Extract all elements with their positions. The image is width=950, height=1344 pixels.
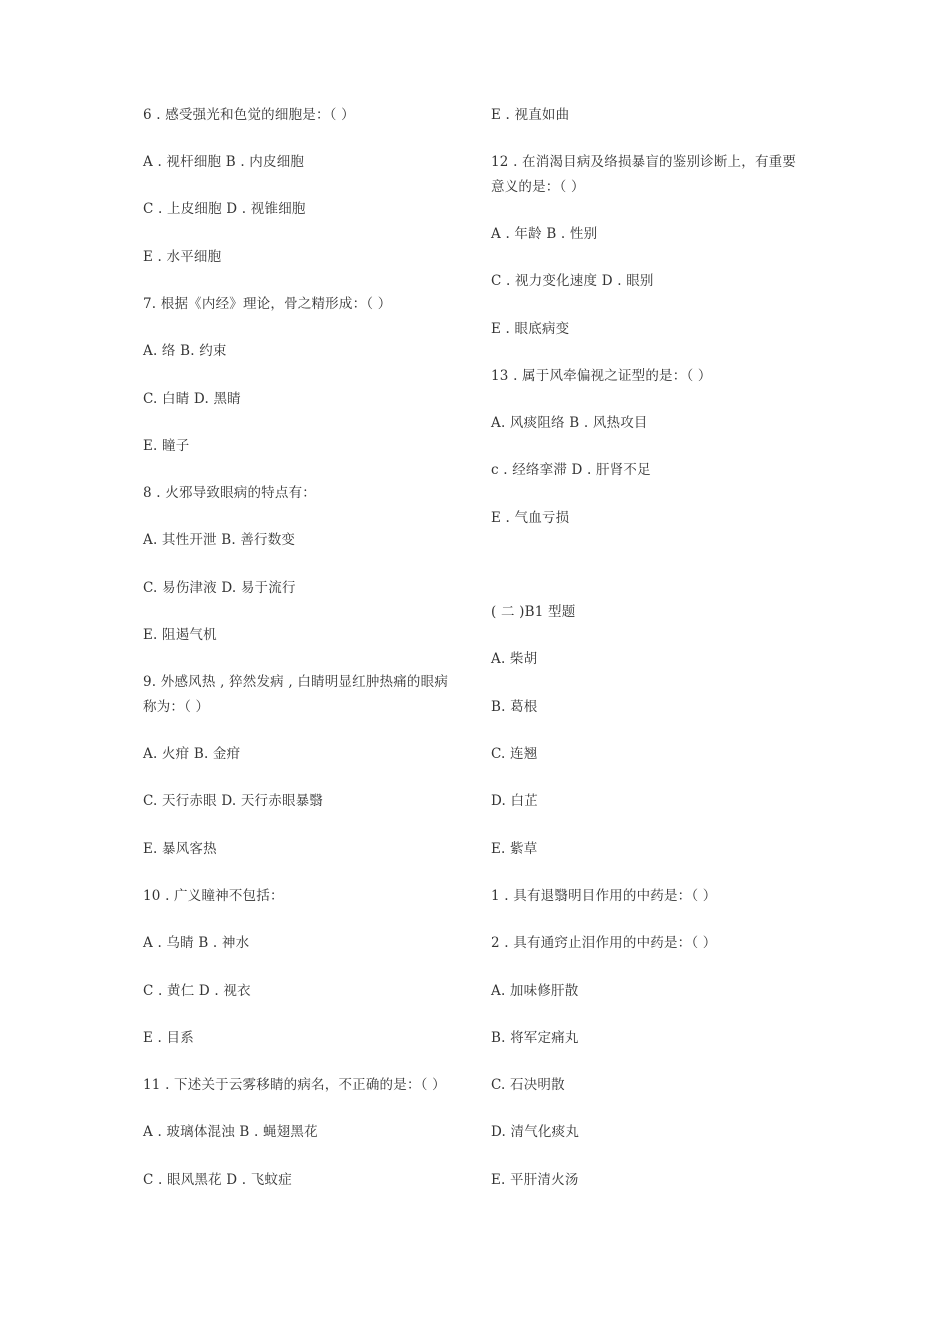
b1-set2-option-d: D. 清气化痰丸 bbox=[491, 1124, 580, 1140]
q10-option-e: E . 目系 bbox=[143, 1030, 194, 1046]
q7-options-cd: C. 白睛 D. 黑睛 bbox=[143, 391, 241, 407]
q10-options-ab: A . 乌睛 B . 神水 bbox=[143, 935, 250, 951]
q11-option-e: E . 视直如曲 bbox=[491, 107, 570, 123]
q13-options-ab: A. 风痰阻络 B . 风热攻目 bbox=[491, 415, 648, 431]
q8-options-ab: A. 其性开泄 B. 善行数变 bbox=[143, 532, 296, 548]
question-11: 11 . 下述关于云雾移睛的病名，不正确的是：（ ） bbox=[143, 1077, 446, 1093]
q7-option-e: E. 瞳子 bbox=[143, 438, 190, 454]
q12-options-ab: A . 年龄 B . 性别 bbox=[491, 226, 598, 242]
question-13: 13 . 属于风牵偏视之证型的是：（ ） bbox=[491, 368, 712, 384]
q12-options-cd: C . 视力变化速度 D . 眼别 bbox=[491, 273, 654, 289]
q7-options-ab: A. 络 B. 约束 bbox=[143, 343, 227, 359]
question-6: 6 . 感受强光和色觉的细胞是：（ ） bbox=[143, 107, 355, 123]
q6-options-ab: A . 视杆细胞 B . 内皮细胞 bbox=[143, 154, 305, 170]
section-heading-b1: ( 二 )B1 型题 bbox=[491, 604, 576, 620]
b1-question-2: 2 . 具有通窍止泪作用的中药是：（ ） bbox=[491, 935, 717, 951]
q8-option-e: E. 阻遏气机 bbox=[143, 627, 217, 643]
b1-option-c: C. 连翘 bbox=[491, 746, 538, 762]
b1-set2-option-e: E. 平肝清火汤 bbox=[491, 1172, 579, 1188]
b1-set2-option-a: A. 加味修肝散 bbox=[491, 983, 579, 999]
q10-options-cd: C . 黄仁 D . 视衣 bbox=[143, 983, 251, 999]
b1-option-a: A. 柴胡 bbox=[491, 651, 538, 667]
q6-options-cd: C . 上皮细胞 D . 视锥细胞 bbox=[143, 201, 306, 217]
q9-options-ab: A. 火疳 B. 金疳 bbox=[143, 746, 241, 762]
q6-option-e: E . 水平细胞 bbox=[143, 249, 222, 265]
q9-option-e: E. 暴风客热 bbox=[143, 841, 217, 857]
b1-option-e: E. 紫草 bbox=[491, 841, 538, 857]
right-column bbox=[491, 0, 811, 1344]
question-12: 12 . 在消渴目病及络损暴盲的鉴别诊断上，有重要意义的是：（ ） bbox=[491, 154, 797, 195]
question-7: 7. 根据《内经》理论，骨之精形成：（ ） bbox=[143, 296, 392, 312]
left-column bbox=[143, 0, 523, 1344]
b1-option-b: B. 葛根 bbox=[491, 699, 538, 715]
b1-question-1: 1 . 具有退翳明目作用的中药是：（ ） bbox=[491, 888, 717, 904]
q13-options-cd: c . 经络挛滞 D . 肝肾不足 bbox=[491, 462, 651, 478]
q8-options-cd: C. 易伤津液 D. 易于流行 bbox=[143, 580, 296, 596]
q9-options-cd: C. 天行赤眼 D. 天行赤眼暴翳 bbox=[143, 793, 324, 809]
question-10: 10 . 广义瞳神不包括： bbox=[143, 888, 284, 904]
b1-set2-option-c: C. 石决明散 bbox=[491, 1077, 565, 1093]
q12-option-e: E . 眼底病变 bbox=[491, 321, 570, 337]
b1-set2-option-b: B. 将军定痛丸 bbox=[491, 1030, 579, 1046]
q13-option-e: E . 气血亏损 bbox=[491, 510, 570, 526]
q11-options-ab: A . 玻璃体混浊 B . 蝇翅黑花 bbox=[143, 1124, 318, 1140]
b1-option-d: D. 白芷 bbox=[491, 793, 538, 809]
question-9: 9. 外感风热 , 猝然发病 , 白睛明显红肿热痛的眼病称为：（ ） bbox=[143, 674, 449, 715]
q11-options-cd: C . 眼风黑花 D . 飞蚊症 bbox=[143, 1172, 292, 1188]
question-8: 8 . 火邪导致眼病的特点有： bbox=[143, 485, 316, 501]
